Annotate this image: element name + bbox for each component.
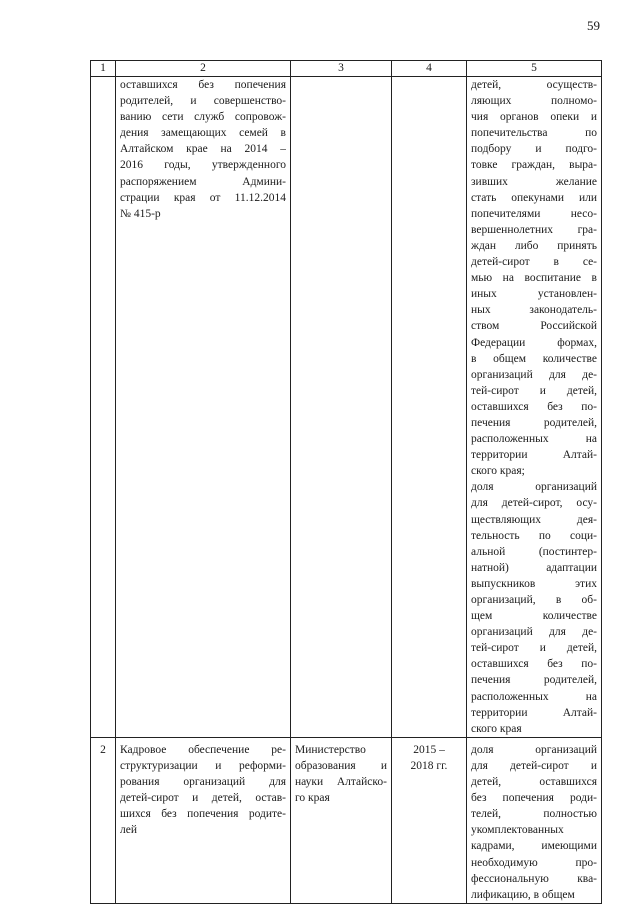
text-line: детей-сирот в се- bbox=[471, 256, 597, 269]
indicator-cell bbox=[467, 77, 602, 738]
text-line: организаций для де- bbox=[471, 368, 597, 381]
event-name-cell bbox=[116, 77, 291, 738]
text-line: фессиональную ква- bbox=[471, 872, 597, 885]
text-line: детей, оставшихся bbox=[471, 776, 597, 789]
text-line: оставшихся без попечения bbox=[120, 79, 286, 91]
text-line: Министерство bbox=[295, 743, 366, 756]
text-line: расположенных на bbox=[471, 433, 597, 446]
text-line: попечителями несо- bbox=[471, 207, 597, 220]
text-line: телей, полностью bbox=[471, 808, 597, 821]
text-line: укомплектованных bbox=[471, 824, 564, 837]
text-line: альной (постинтер- bbox=[471, 545, 597, 558]
text-line: для детей-сирот и bbox=[471, 759, 597, 772]
text-line: страции края от 11.12.2014 bbox=[120, 191, 286, 204]
text-line: ством Российской bbox=[471, 320, 597, 333]
text-line: Федерации формах, bbox=[471, 336, 597, 349]
text-line: организаций для де- bbox=[471, 626, 597, 639]
text-line: образования и bbox=[295, 759, 387, 772]
text-line: ных законодатель- bbox=[471, 304, 597, 317]
header-col-4: 4 bbox=[392, 61, 467, 77]
text-line: территории Алтай- bbox=[471, 706, 597, 719]
event-name-cell bbox=[116, 737, 291, 903]
text-line: выпускников этих bbox=[471, 577, 597, 590]
text-line: доля организаций bbox=[471, 481, 597, 494]
text-line: лификацию, в общем bbox=[471, 888, 575, 901]
text-line: родителей, и совершенство- bbox=[120, 95, 286, 108]
text-line: науки Алтайско- bbox=[295, 776, 387, 789]
text-line: тельность по соци- bbox=[471, 529, 597, 542]
text-line: Кадровое обеспечение ре- bbox=[120, 743, 286, 756]
text-line: ского края bbox=[471, 722, 522, 735]
text-line: рования организаций для bbox=[120, 776, 286, 789]
row-number bbox=[91, 77, 116, 738]
text-line: стать опекунами или bbox=[471, 191, 597, 204]
text-line: вершеннолетних гра- bbox=[471, 223, 597, 236]
text-line: зивших желание bbox=[471, 175, 597, 188]
text-line: тей-сирот и детей, bbox=[471, 384, 597, 397]
text-line: ляющих полномо- bbox=[471, 95, 597, 108]
text-line: натной) адаптации bbox=[471, 561, 597, 574]
text-line: го края bbox=[295, 792, 330, 805]
text-line: территории Алтай- bbox=[471, 449, 597, 462]
text-line: оставшихся без по- bbox=[471, 658, 597, 671]
header-col-2: 2 bbox=[116, 61, 291, 77]
text-line: детей, осуществ- bbox=[471, 79, 597, 91]
text-line: товке граждан, выра- bbox=[471, 159, 597, 172]
header-col-5: 5 bbox=[467, 61, 602, 77]
table-row bbox=[91, 737, 602, 903]
document-table bbox=[90, 60, 602, 904]
header-col-3: 3 bbox=[291, 61, 392, 77]
text-line: ванию сети служб сопровож- bbox=[120, 111, 286, 124]
text-line: 2016 годы, утвержденного bbox=[120, 159, 286, 172]
text-line: № 415-р bbox=[120, 207, 161, 220]
text-line: ществляющих дея- bbox=[471, 513, 597, 526]
indicator-cell bbox=[467, 737, 602, 903]
text-line: мью на воспитание в bbox=[471, 272, 597, 285]
text-line: дения замещающих семей в bbox=[120, 127, 286, 140]
text-line: структуризации и реформи- bbox=[120, 759, 286, 772]
text-line: попечительства по bbox=[471, 127, 597, 140]
row-number: 2 bbox=[91, 737, 116, 903]
text-line: печения родителей, bbox=[471, 416, 597, 429]
text-line: ждан либо принять bbox=[471, 239, 597, 252]
text-line: распоряжением Админи- bbox=[120, 175, 286, 188]
text-line: 2015 – bbox=[413, 743, 445, 756]
text-line: необходимую про- bbox=[471, 856, 597, 869]
header-col-1: 1 bbox=[91, 61, 116, 77]
text-line: без попечения роди- bbox=[471, 792, 597, 805]
period-cell bbox=[392, 737, 467, 903]
table-row bbox=[91, 77, 602, 738]
text-line: шихся без попечения родите- bbox=[120, 808, 286, 821]
text-line: печения родителей, bbox=[471, 674, 597, 687]
text-line: иных установлен- bbox=[471, 288, 597, 301]
text-line: доля организаций bbox=[471, 743, 597, 756]
text-line: Алтайском крае на 2014 – bbox=[120, 143, 286, 156]
text-line: оставшихся без по- bbox=[471, 400, 597, 413]
text-line: щем количестве bbox=[471, 610, 597, 623]
page-number: 59 bbox=[587, 18, 600, 33]
text-line: 2018 гг. bbox=[410, 759, 448, 772]
period-cell bbox=[392, 77, 467, 738]
text-line: чия органов опеки и bbox=[471, 111, 597, 124]
text-line: подбору и подго- bbox=[471, 143, 597, 156]
table-header-row bbox=[91, 61, 602, 77]
text-line: кадрами, имеющими bbox=[471, 840, 597, 853]
text-line: в общем количестве bbox=[471, 352, 597, 365]
executor-cell bbox=[291, 737, 392, 903]
text-line: расположенных на bbox=[471, 690, 597, 703]
text-line: организаций, в об- bbox=[471, 594, 597, 606]
text-line: ского края; bbox=[471, 465, 525, 478]
text-line: детей-сирот и детей, остав- bbox=[120, 792, 286, 805]
text-line: тей-сирот и детей, bbox=[471, 642, 597, 655]
text-line: лей bbox=[120, 824, 137, 837]
executor-cell bbox=[291, 77, 392, 738]
text-line: для детей-сирот, осу- bbox=[471, 497, 597, 510]
